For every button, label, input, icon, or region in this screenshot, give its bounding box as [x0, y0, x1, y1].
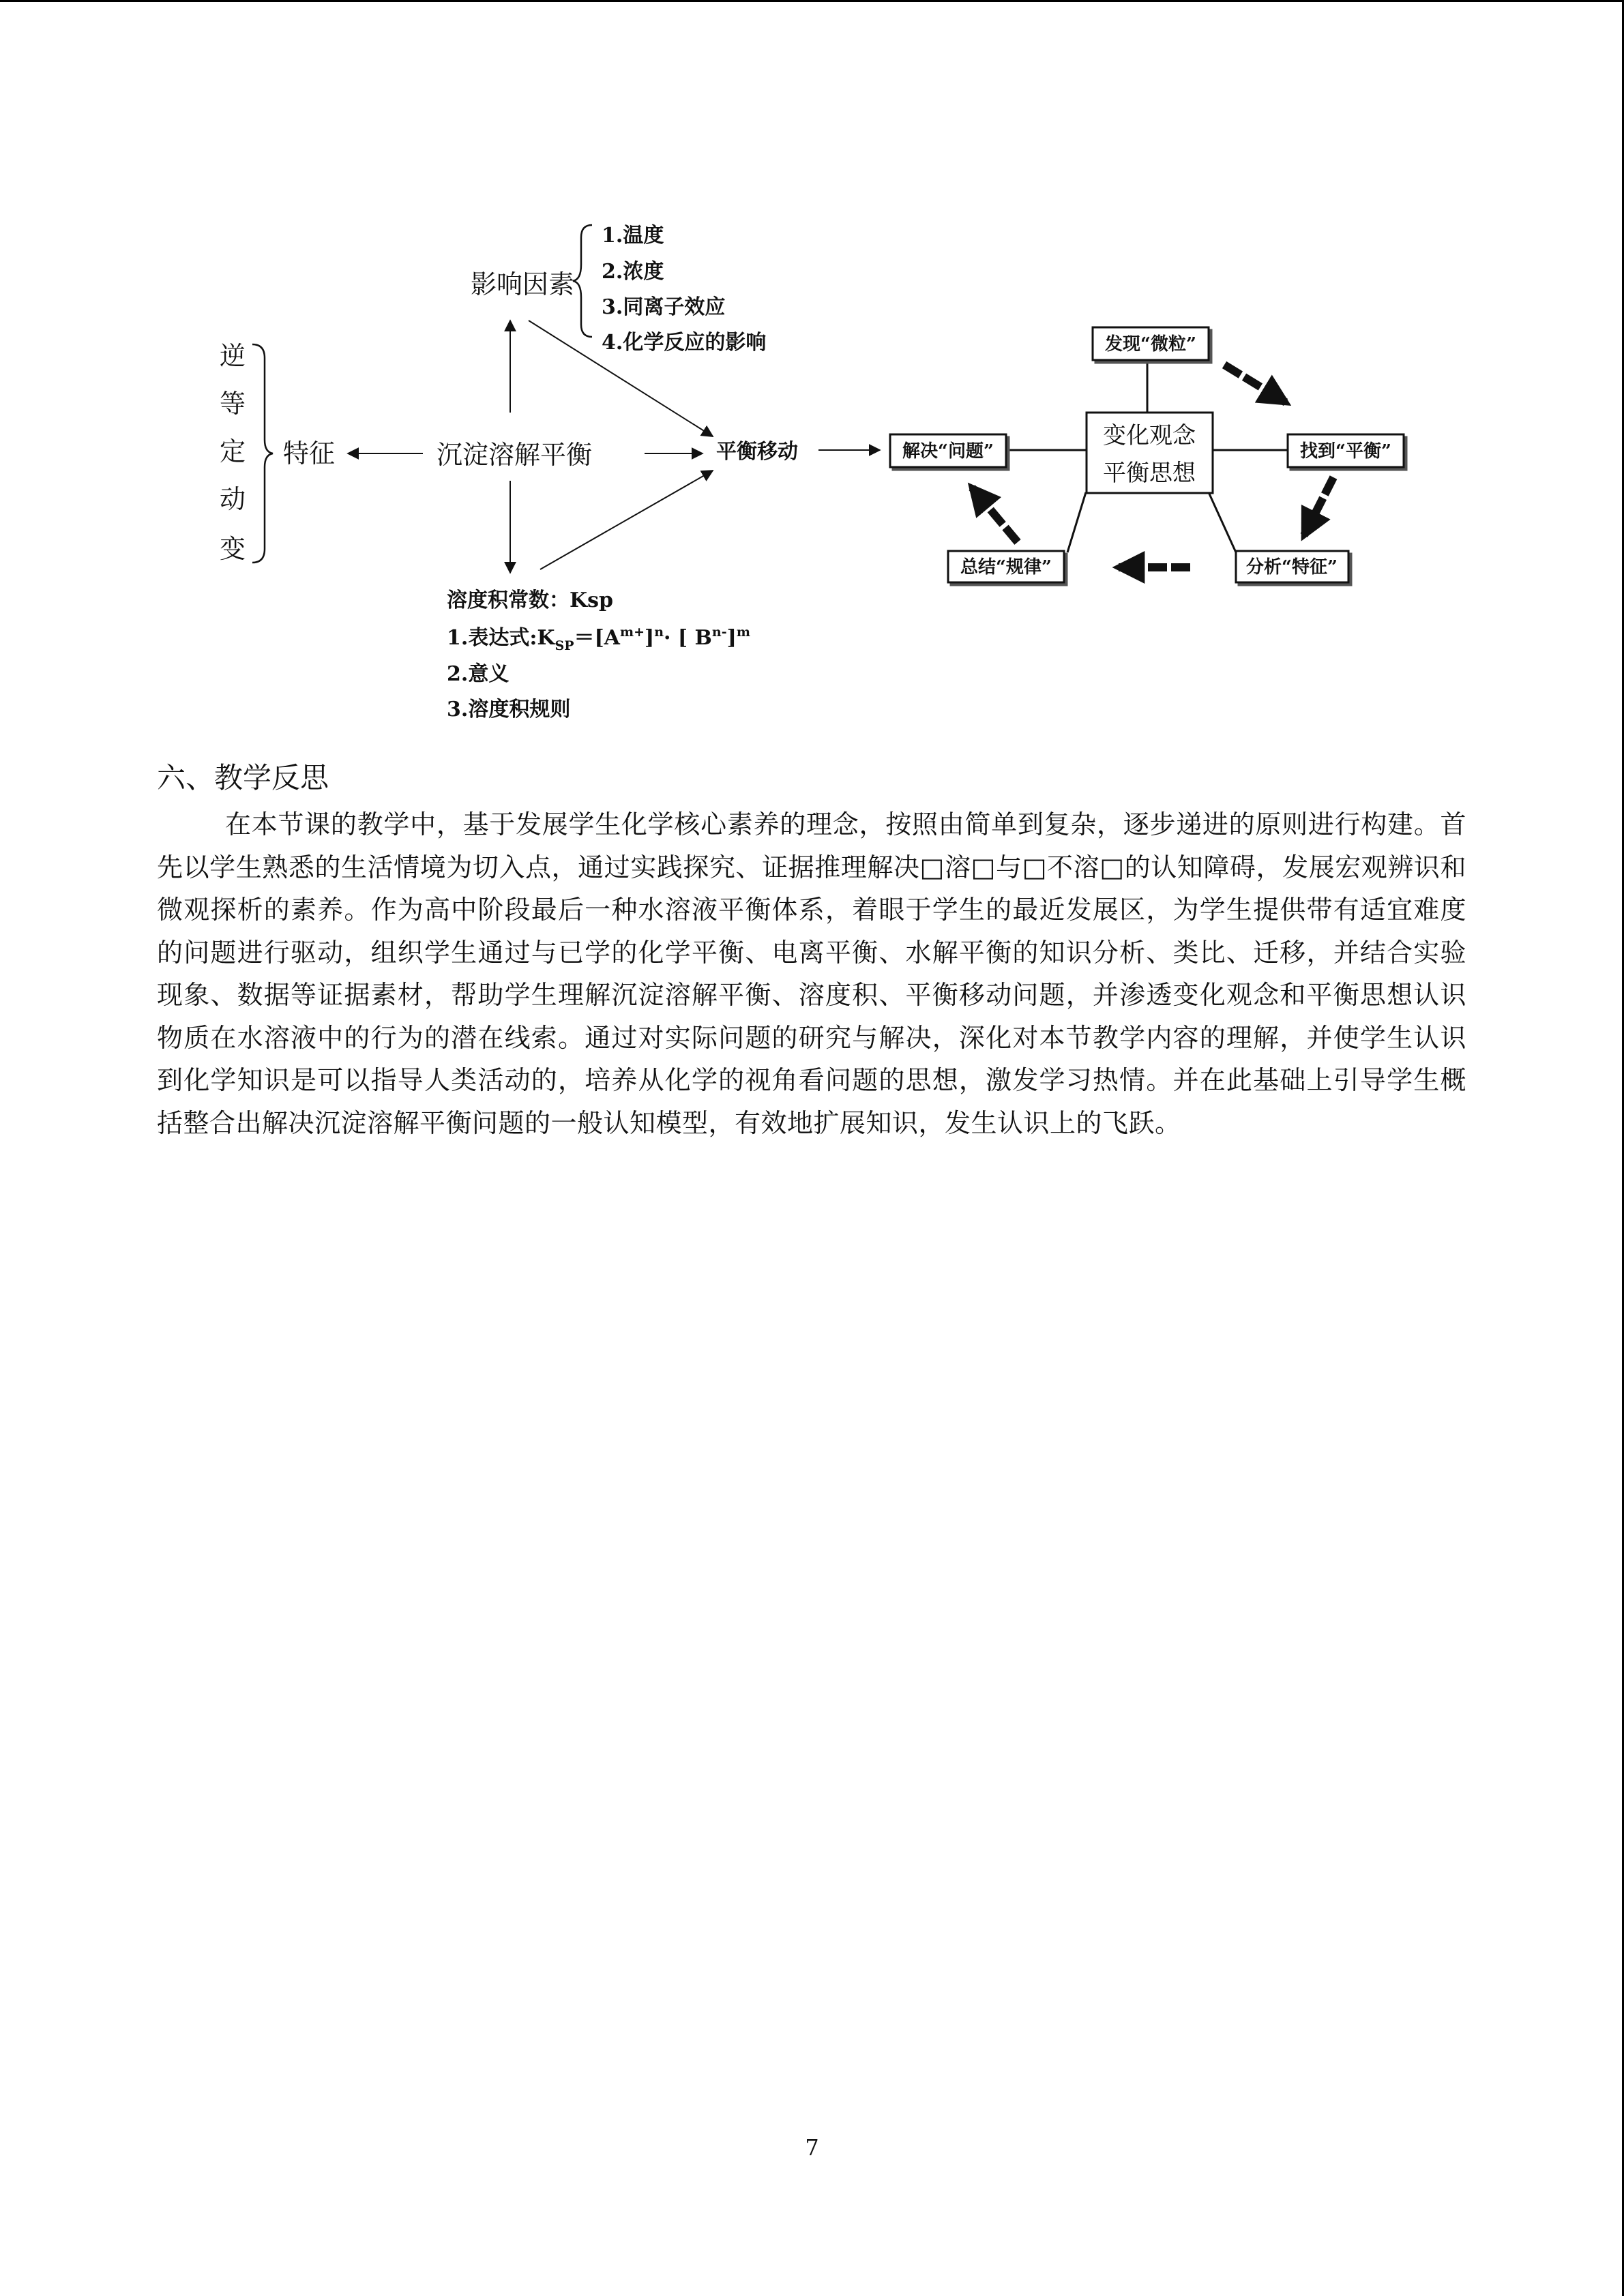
cycle-bottom-left: 总结“规律” — [960, 557, 1052, 578]
feature-label: 特征 — [283, 438, 336, 468]
factor-4: 4.化学反应的影响 — [602, 331, 767, 355]
factors-brace — [573, 225, 592, 337]
arrow-ksp-to-shift — [540, 471, 713, 569]
factor-2: 2.浓度 — [602, 260, 664, 284]
factor-3: 3.同离子效应 — [602, 295, 726, 319]
reflection-paragraph: 在本节课的教学中，基于发展学生化学核心素养的理念，按照由简单到复杂，逐步递进的原则进行构建。首先以学生熟悉的生活情境为切入点，通过实践探究、证据推理解决□溶□与□不溶□的认知障碍，发展宏观辨识和微观探析的素养。作为高中阶段最后一种水溶液平衡体系，着眼于学生的最近发展区，为学生提供带有适宜难度的问题进行驱动，组织学生通过与已学的化学平衡、电离平衡、水解平衡的知识分析、类比、迁移，并结合实验现象、数据等证据素材，帮助学生理解沉淀溶解平衡、溶度积、平衡移动问题，并渗透变化观念和平衡思想认识物质在水溶液中的行为的潜在线索。通过对实际问题的研究与解决，深化对本节教学内容的理解，并使学生认识到化学知识是可以指导人类活动的，培养从化学的视角看问题的思想，激发学习热情。并在此基础上引导学生概括整合出解决沉淀溶解平衡问题的一般认知模型，有效地扩展知识，发生认识上的飞跃。 — [157, 809, 1466, 1138]
cycle-right: 找到“平衡” — [1300, 441, 1391, 462]
cycle-center-line1: 变化观念 — [1103, 422, 1196, 449]
cycle-top: 发现“微粒” — [1105, 334, 1196, 355]
cycle-left: 解决“问题” — [902, 441, 994, 462]
char-brace — [252, 344, 273, 563]
ksp-title: 溶度积常数：Ksp — [447, 588, 613, 612]
center-label: 沉淀溶解平衡 — [437, 440, 593, 470]
ksp-meaning: 2.意义 — [447, 662, 510, 686]
page-number: 7 — [805, 2134, 819, 2160]
factors-title: 影响因素 — [471, 269, 575, 299]
concept-diagram — [0, 0, 1624, 750]
char-ding: 定 — [220, 436, 246, 466]
factor-1: 1.温度 — [602, 224, 664, 248]
cycle-center-line2: 平衡思想 — [1103, 460, 1196, 487]
char-ni: 逆 — [220, 341, 246, 371]
char-bian: 变 — [220, 534, 246, 564]
ksp-expression: 1.表达式$:K_{SP}=[A^{m+}]^n\cdot$ [ $B^{n-}]^m$ — [447, 625, 750, 653]
char-deng: 等 — [220, 389, 246, 419]
cycle-diagram — [890, 327, 1404, 582]
shift-label: 平衡移动 — [716, 440, 798, 464]
cycle-bottom-right: 分析“特征” — [1246, 557, 1338, 578]
ksp-rule: 3.溶度积规则 — [447, 698, 571, 721]
section-heading: 六、教学反思 — [157, 761, 329, 794]
char-dong: 动 — [220, 484, 246, 514]
